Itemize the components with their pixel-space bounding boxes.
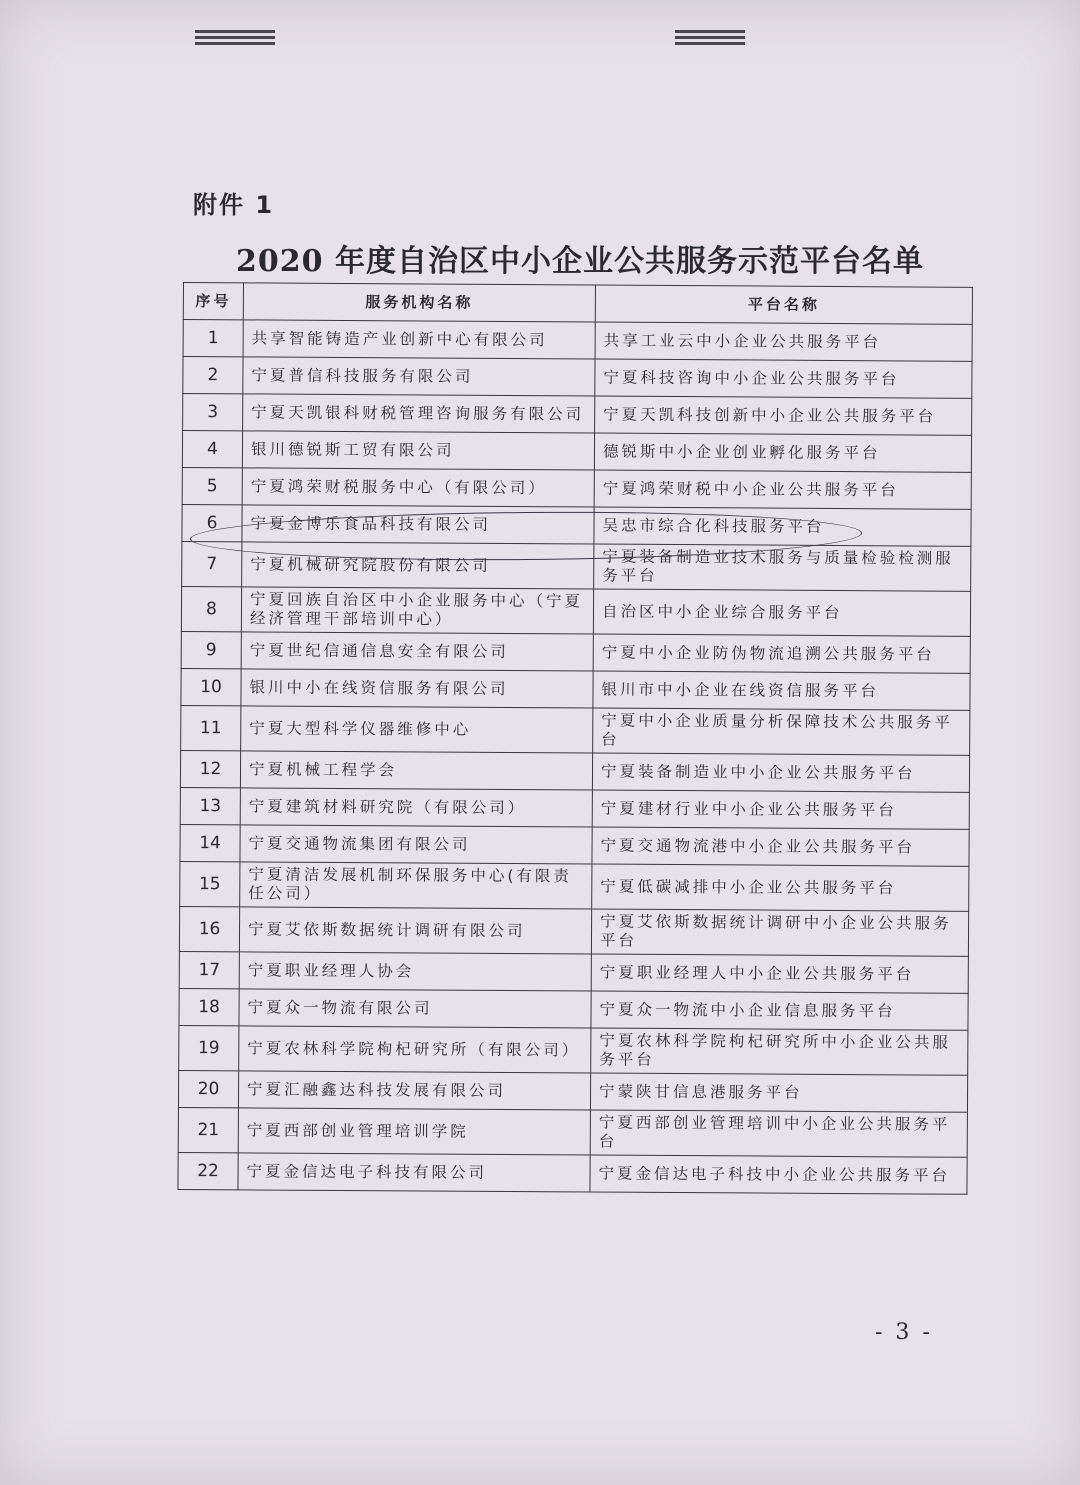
table-row <box>180 824 969 866</box>
row-index: 14 <box>180 824 240 861</box>
platform-name: 宁夏建材行业中小企业公共服务平台 <box>592 790 969 829</box>
organization-name: 宁夏交通物流集团有限公司 <box>240 825 592 864</box>
table-row <box>180 750 969 792</box>
platform-list-table <box>177 282 973 1195</box>
platform-name: 宁夏低碳减排中小企业公共服务平台 <box>592 864 969 911</box>
table-row <box>181 705 970 755</box>
table-row <box>181 631 970 673</box>
row-index: 6 <box>182 504 242 541</box>
table-row <box>182 467 971 509</box>
organization-name: 宁夏金博乐食品科技有限公司 <box>242 505 594 544</box>
organization-name: 宁夏大型科学仪器维修中心 <box>241 706 593 753</box>
header-index: 序号 <box>183 283 243 320</box>
organization-name: 宁夏西部创业管理培训学院 <box>238 1108 590 1155</box>
platform-name: 宁夏金信达电子科技中小企业公共服务平台 <box>590 1155 967 1194</box>
staple-mark <box>195 30 275 52</box>
row-index: 5 <box>182 467 242 504</box>
organization-name: 宁夏机械工程学会 <box>240 751 592 790</box>
organization-name: 宁夏世纪信通信息安全有限公司 <box>241 632 593 671</box>
platform-name: 自治区中小企业综合服务平台 <box>593 589 970 636</box>
table-row <box>179 988 968 1030</box>
row-index: 2 <box>183 357 243 394</box>
row-index: 22 <box>178 1152 238 1189</box>
table-row <box>179 951 968 993</box>
platform-name: 宁夏鸿荣财税中小企业公共服务平台 <box>594 470 971 509</box>
row-index: 17 <box>179 951 239 988</box>
platform-name: 宁夏农林科学院枸杞研究所中小企业公共服务平台 <box>591 1028 968 1075</box>
organization-name: 宁夏普信科技服务有限公司 <box>243 357 595 396</box>
organization-name: 宁夏鸿荣财税服务中心（有限公司） <box>242 468 594 507</box>
document-title: 2020 年度自治区中小企业公共服务示范平台名单 <box>236 244 924 279</box>
table-row <box>183 357 972 399</box>
header-platform: 平台名称 <box>595 285 972 324</box>
row-index: 19 <box>179 1025 239 1070</box>
platform-name: 共享工业云中小企业公共服务平台 <box>595 322 972 361</box>
platform-name: 宁夏装备制造业技术服务与质量检验检测服务平台 <box>594 544 971 591</box>
row-index: 16 <box>179 906 239 951</box>
table-row <box>183 394 972 436</box>
staple-mark <box>675 30 745 52</box>
row-index: 4 <box>182 431 242 468</box>
table-row <box>182 504 971 546</box>
platform-name: 宁夏科技咨询中小企业公共服务平台 <box>595 359 972 398</box>
organization-name: 宁夏汇融鑫达科技发展有限公司 <box>238 1071 590 1110</box>
platform-name: 宁蒙陕甘信息港服务平台 <box>590 1073 967 1112</box>
organization-name: 银川中小在线资信服务有限公司 <box>241 669 593 708</box>
platform-name: 吴忠市综合化科技服务平台 <box>594 507 971 546</box>
row-index: 21 <box>178 1107 238 1152</box>
table-row <box>180 861 969 911</box>
platform-name: 宁夏装备制造业中小企业公共服务平台 <box>592 753 969 792</box>
platform-name: 宁夏天凯科技创新中小企业公共服务平台 <box>595 396 972 435</box>
platform-name: 宁夏中小企业质量分析保障技术公共服务平台 <box>593 708 970 755</box>
platform-name: 宁夏职业经理人中小企业公共服务平台 <box>591 954 968 993</box>
page-number: - 3 - <box>875 1320 933 1345</box>
table-row <box>179 1025 968 1075</box>
row-index: 1 <box>183 320 243 357</box>
row-index: 11 <box>181 705 241 750</box>
table-row <box>181 668 970 710</box>
platform-name: 银川市中小企业在线资信服务平台 <box>593 671 970 710</box>
organization-name: 宁夏艾依斯数据统计调研有限公司 <box>239 907 591 954</box>
table-row <box>178 1152 967 1194</box>
platform-name: 宁夏众一物流中小企业信息服务平台 <box>591 991 968 1030</box>
table-body <box>178 320 972 1195</box>
row-index: 15 <box>180 861 240 906</box>
organization-name: 宁夏机械研究院股份有限公司 <box>242 542 594 589</box>
row-index: 10 <box>181 668 241 705</box>
table-row <box>183 320 972 362</box>
organization-name: 宁夏众一物流有限公司 <box>239 989 591 1028</box>
organization-name: 宁夏天凯银科财税管理咨询服务有限公司 <box>243 394 595 433</box>
attachment-label: 附件 1 <box>193 191 275 219</box>
row-index: 12 <box>180 750 240 787</box>
platform-name: 宁夏艾依斯数据统计调研中小企业公共服务平台 <box>591 909 968 956</box>
table-row <box>179 906 968 956</box>
table-row <box>178 1070 967 1112</box>
row-index: 9 <box>181 631 241 668</box>
row-index: 18 <box>179 988 239 1025</box>
table-row <box>182 431 971 473</box>
header-organization: 服务机构名称 <box>243 283 595 322</box>
row-index: 7 <box>182 541 242 586</box>
row-index: 3 <box>183 394 243 431</box>
organization-name: 宁夏清洁发展机制环保服务中心(有限责任公司） <box>240 862 592 909</box>
row-index: 13 <box>180 787 240 824</box>
row-index: 20 <box>178 1070 238 1107</box>
table-header-row <box>183 283 972 325</box>
organization-name: 银川德锐斯工贸有限公司 <box>242 431 594 470</box>
table-row <box>181 586 970 636</box>
platform-name: 宁夏中小企业防伪物流追溯公共服务平台 <box>593 634 970 673</box>
platform-name: 宁夏西部创业管理培训中小企业公共服务平台 <box>590 1110 967 1157</box>
organization-name: 宁夏职业经理人协会 <box>239 952 591 991</box>
organization-name: 宁夏建筑材料研究院（有限公司） <box>240 788 592 827</box>
table-row <box>180 787 969 829</box>
organization-name: 宁夏金信达电子科技有限公司 <box>238 1153 590 1192</box>
organization-name: 宁夏农林科学院枸杞研究所（有限公司） <box>239 1026 591 1073</box>
table-row <box>178 1107 967 1157</box>
organization-name: 宁夏回族自治区中小企业服务中心（宁夏经济管理干部培训中心） <box>241 587 593 634</box>
row-index: 8 <box>181 586 241 631</box>
platform-name: 宁夏交通物流港中小企业公共服务平台 <box>592 827 969 866</box>
table-row <box>182 541 971 591</box>
platform-name: 德锐斯中小企业创业孵化服务平台 <box>594 433 971 472</box>
organization-name: 共享智能铸造产业创新中心有限公司 <box>243 320 595 359</box>
